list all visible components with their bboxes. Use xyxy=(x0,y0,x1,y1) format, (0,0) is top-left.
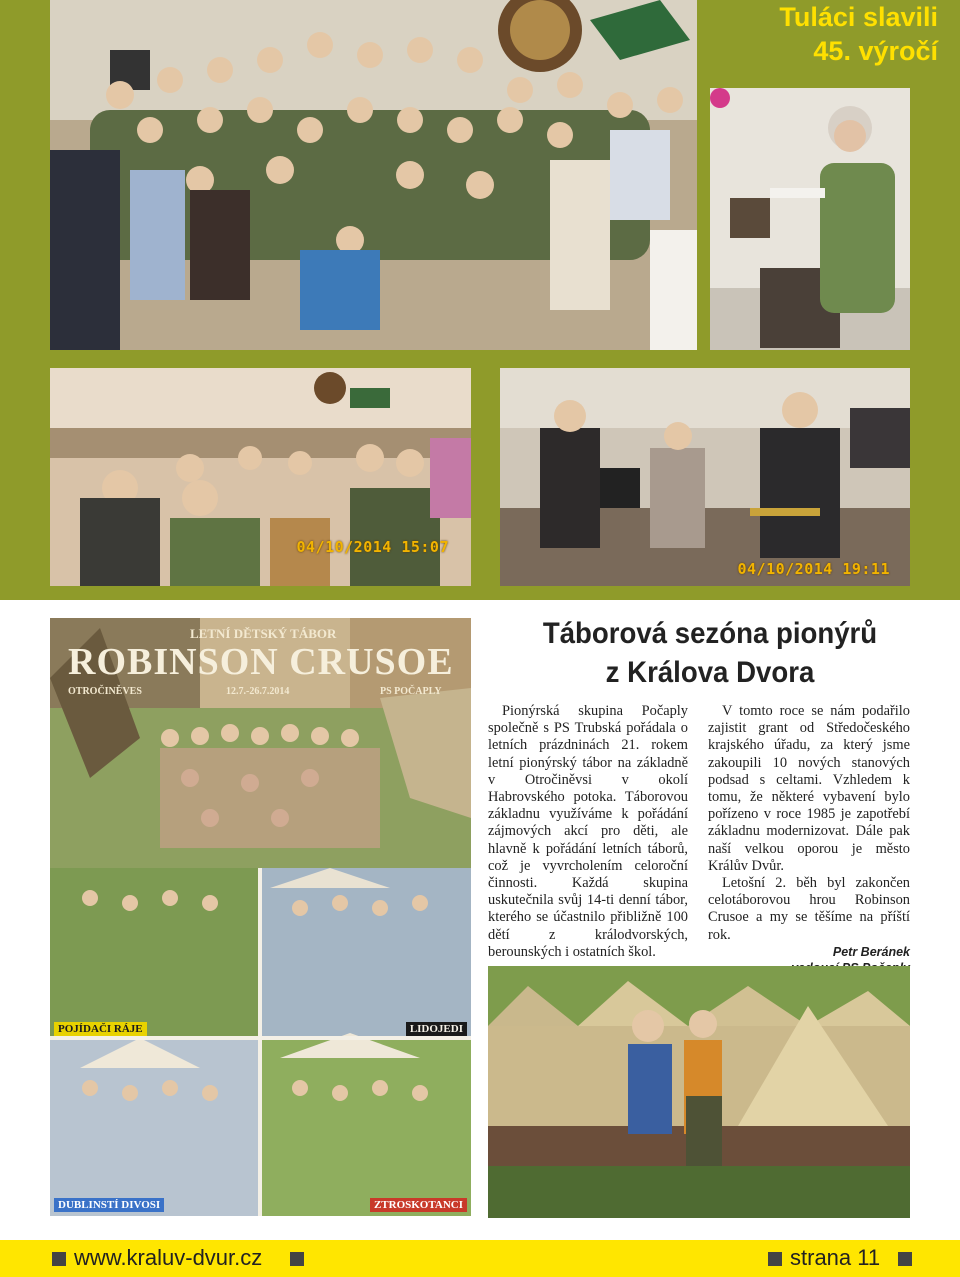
group-celebration-photo xyxy=(50,0,697,350)
group-label: LIDOJEDI xyxy=(406,1022,467,1036)
collage-title-top: LETNÍ DĚTSKÝ TÁBOR xyxy=(190,626,337,641)
tents-photo xyxy=(488,966,910,1218)
article-paragraph: V tomto roce se nám podařilo zajistit grant od Středočeského krajského úřadu, za který jsme zakoupili 10 nových stanových podsad s celtami. Vzhledem k tomu, že některé vybavení bylo pořízeno v roce 1985 je zapotřebí základnu modernizovat. Dále pak naší velkou oporou je město Králův Dvůr. xyxy=(708,703,910,874)
group-label: DUBLINSTÍ DIVOSI xyxy=(54,1198,164,1212)
band-photo xyxy=(500,368,910,586)
page-footer xyxy=(0,1240,960,1277)
article-paragraph: Letošní 2. běh byl zakončen celotáborovou hrou Robinson Crusoe a my se těšíme na příští rok. xyxy=(708,875,910,943)
camp-collage xyxy=(50,618,471,1216)
banner-title-line: 45. výročí xyxy=(813,36,938,66)
square-bullet-icon xyxy=(290,1252,304,1266)
article-heading xyxy=(508,614,913,692)
article-heading-line: z Králova Dvora xyxy=(605,656,815,689)
collage-title-main: ROBINSON CRUSOE xyxy=(68,641,454,683)
banner-title xyxy=(718,0,938,68)
footer-website: www.kraluv-dvur.cz xyxy=(74,1245,263,1270)
article-column-2 xyxy=(708,703,910,976)
collage-place: OTROČINĚVES xyxy=(68,686,142,697)
signature-name: Petr Beránek xyxy=(832,944,910,959)
banner-title-line: Tuláci slavili xyxy=(779,2,938,32)
collage-organizer: PS POČAPLY xyxy=(380,686,442,697)
article-paragraph: Pionýrská skupina Počaply společně s PS Trubská pořádala o letních prázdninách 21. rokem letní pionýrský tábor na základně v Otročiněvsi v okolí Habrovského potoka. Táborovou základnu využíváme k pořádání zájmových akcí pro děti, ale hlavně k pořádání letních táborů, což je vyvrcholením celoroční činnosti. Každá skupina uskutečnila svůj 14-ti denní tábor, kterého se účastnilo přibližně 100 dětí z králodvorských, berounských i ostatních škol. xyxy=(488,703,688,960)
collage-dates: 12.7.-26.7.2014 xyxy=(226,686,290,697)
square-bullet-icon xyxy=(898,1252,912,1266)
group-label: POJÍDAČI RÁJE xyxy=(54,1022,147,1036)
dining-hall-photo xyxy=(50,368,471,586)
article-heading-line: Táborová sezóna pionýrů xyxy=(542,617,878,650)
photo-timestamp: 04/10/2014 15:07 xyxy=(296,538,449,556)
square-bullet-icon xyxy=(52,1252,66,1266)
article-column-1 xyxy=(488,703,688,961)
square-bullet-icon xyxy=(768,1252,782,1266)
group-label: ZTROSKOTANCI xyxy=(370,1198,467,1212)
speaker-photo xyxy=(710,88,910,350)
photo-timestamp: 04/10/2014 19:11 xyxy=(737,560,890,578)
footer-page-number: strana 11 xyxy=(790,1245,881,1270)
